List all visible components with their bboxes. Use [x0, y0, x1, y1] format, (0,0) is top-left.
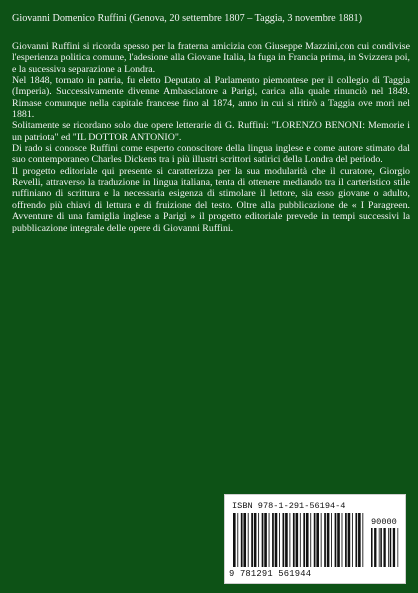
paragraph-friendship: Giovanni Ruffini si ricorda spesso per la fraterna amicizia con Giuseppe Mazzini,con cui condivise l'esperienza politica comune, l'adesione alla Giovane Italia, la fuga in Francia prima, in Svizzera poi, e la sucessiva separazione a Londra.	[12, 41, 410, 75]
barcode-bar	[380, 528, 382, 567]
barcode-bar	[279, 513, 280, 567]
barcode-bar	[296, 513, 299, 567]
paragraph-english: Di rado si conosce Ruffini come esperto conoscitore della lingua inglese e come autore stimato dal suo contemporaneo Charles Dickens tra i più illustri scrittori satirici della Londra del periodo.	[12, 143, 410, 166]
barcode-bar	[335, 513, 337, 567]
paragraph-career: Nel 1848, tornato in patria, fu eletto Deputato al Parlamento piemontese per il collegio di Taggia (Imperia). Successivamente divenne Ambasciatore a Parigi, carica alla quale rinunciò nel 1849. Rimase comunque nella capitale francese fino al 1874, anno in cui si ritirò a Taggia ove morì nel 1881.	[12, 75, 410, 121]
price-code: 90000	[371, 517, 397, 527]
barcode-bar	[342, 513, 343, 567]
barcode-bar	[275, 513, 278, 567]
blurb-text	[12, 41, 410, 234]
barcode-bar	[285, 513, 288, 567]
barcode-bar	[264, 513, 267, 567]
barcode-bar	[352, 513, 353, 567]
barcode-bar	[348, 513, 351, 567]
barcode-bar	[345, 513, 347, 567]
barcode-bar	[289, 513, 290, 567]
barcode-bar	[379, 528, 380, 567]
barcode-bar	[324, 513, 326, 567]
barcode-bar	[371, 528, 373, 567]
barcode-bar	[262, 513, 264, 567]
barcode-bar	[316, 513, 319, 567]
barcode-bar	[388, 528, 389, 567]
barcode-bar	[397, 528, 398, 567]
barcode-bar	[337, 513, 340, 567]
barcode-bar	[393, 528, 395, 567]
barcode-bar	[300, 513, 301, 567]
paragraph-project: Il progetto editoriale qui presente si caratterizza per la sua modularità che il curatore, Giorgio Revelli, attraverso la traduzione in lingua italiana, tenta di ottenere mediando tra il carteristico stile ruffiniano di scrittura e la necessaria esigenza di stimolare il lettore, sia esso giovane o adulto, offrendo più chiavi di lettura e di fruizione del testo. Oltre alla pubblicazione de « I Paragreen. Avventure di una famiglia inglese a Parigi » il progetto editoriale prevede in tempi successivi la pubblicazione integrale delle opere di Giovanni Ruffini.	[12, 165, 410, 234]
barcode-bar	[310, 513, 311, 567]
author-heading: Giovanni Domenico Ruffini (Genova, 20 settembre 1807 – Taggia, 3 novembre 1881)	[12, 13, 363, 24]
barcode-bar	[306, 513, 309, 567]
barcode-bar	[258, 513, 259, 567]
barcode-bar	[237, 513, 238, 567]
barcode-bar	[248, 513, 249, 567]
barcode-number: 9 781291 561944	[229, 569, 312, 579]
paragraph-works: Solitamente se ricordano solo due opere letterarie di G. Ruffini: "LORENZO BENONI: Memorie i un patriota" ed "IL DOTTOR ANTONIO".	[12, 120, 410, 143]
barcode-bar	[390, 528, 392, 567]
barcode-bar	[358, 513, 361, 567]
barcode-bar	[272, 513, 274, 567]
barcode-bar	[293, 513, 295, 567]
barcode-bar	[374, 528, 376, 567]
barcode-bars	[233, 513, 365, 567]
barcode-bar	[243, 513, 246, 567]
barcode-bar	[321, 513, 322, 567]
barcode-bar	[383, 528, 385, 567]
barcode-bar	[283, 513, 285, 567]
barcode-bar	[251, 513, 253, 567]
barcode-bar	[303, 513, 305, 567]
addon-barcode-bars	[371, 528, 399, 567]
barcode-bar	[362, 513, 363, 567]
barcode-bar	[254, 513, 257, 567]
barcode-bar	[331, 513, 332, 567]
barcode-bar	[233, 513, 236, 567]
barcode-panel	[224, 494, 406, 584]
barcode-bar	[241, 513, 243, 567]
barcode-bar	[327, 513, 330, 567]
barcode-bar	[355, 513, 357, 567]
barcode-bar	[269, 513, 270, 567]
isbn-label: ISBN 978-1-291-56194-4	[232, 501, 346, 511]
barcode-bar	[314, 513, 316, 567]
